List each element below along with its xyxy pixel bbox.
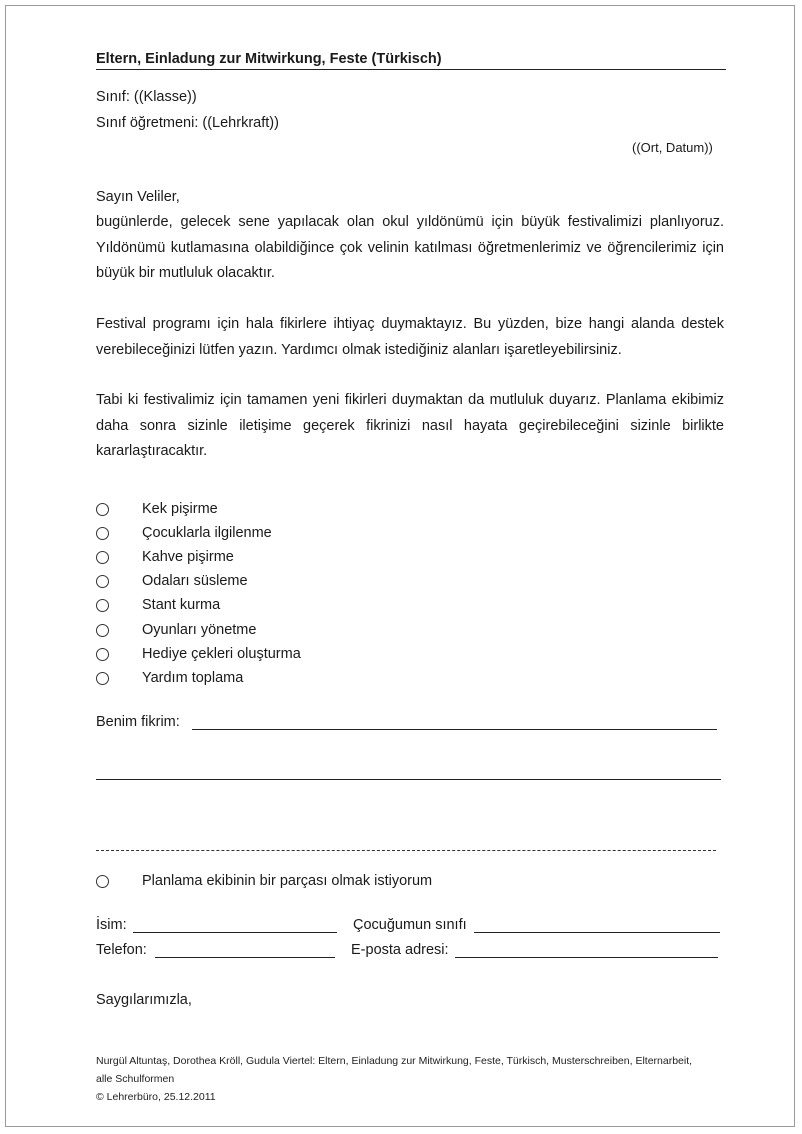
radio-button[interactable] — [96, 672, 109, 685]
radio-button[interactable] — [96, 527, 109, 540]
child-class-field[interactable] — [474, 932, 720, 933]
paragraph-3-line: kararlaştıracaktır. — [96, 443, 208, 459]
radio-button[interactable] — [96, 551, 109, 564]
paragraph-2 — [96, 312, 724, 363]
my-idea-field-line-2[interactable] — [96, 779, 721, 780]
option-label: Kek pişirme — [142, 501, 218, 517]
place-date: ((Ort, Datum)) — [632, 140, 713, 155]
paragraph-1-line: bugünlerde, gelecek sene yapılacak olan okul yıldönümü için büyük festivalimizi planlıyoruz. — [96, 214, 724, 230]
closing: Saygılarımızla, — [96, 992, 192, 1008]
option-label: Stant kurma — [142, 597, 221, 613]
paragraph-2-line: Festival programı için hala fikirlere ihtiyaç duymaktayız. Bu yüzden, bize hangi alanda destek — [96, 316, 724, 332]
cut-line — [96, 850, 716, 851]
footer-line: © Lehrerbüro, 25.12.2011 — [96, 1091, 216, 1103]
option-label: Oyunları yönetme — [142, 622, 257, 638]
paragraph-3 — [96, 388, 724, 465]
option-label: Çocuklarla ilgilenme — [142, 525, 272, 541]
footer-line: Nurgül Altuntaş, Dorothea Kröll, Gudula Viertel: Eltern, Einladung zur Mitwirkung, Feste, Türkisch, Musterschreiben, Elternarbeit, — [96, 1055, 693, 1067]
my-idea-field[interactable] — [192, 729, 717, 730]
radio-button[interactable] — [96, 575, 109, 588]
option-label: Hediye çekleri oluşturma — [142, 646, 301, 662]
paragraph-3-line: Tabi ki festivalimiz için tamamen yeni fikirleri duymaktan da mutluluk duyarız. Planlama ekibimiz — [96, 392, 724, 408]
paragraph-3-line: daha sonra sizinle iletişime geçerek fikrinizi nasıl hayata geçirebileceğini sizinle birlikte — [96, 417, 724, 434]
document-title: Eltern, Einladung zur Mitwirkung, Feste (Türkisch) — [96, 51, 442, 67]
radio-button[interactable] — [96, 503, 109, 516]
teacher-line: Sınıf öğretmeni: ((Lehrkraft)) — [96, 115, 279, 131]
paragraph-1-line: büyük bir mutluluk olacaktır. — [96, 265, 275, 281]
footer-line: alle Schulformen — [96, 1073, 175, 1085]
option-label: Kahve pişirme — [142, 549, 234, 565]
paragraph-2-line: verebileceğinizi lütfen yazın. Yardımcı olmak istediğiniz alanları işaretleyebilirsiniz. — [96, 341, 622, 358]
my-idea-label: Benim fikrim: — [96, 714, 180, 730]
phone-label: Telefon: — [96, 942, 147, 958]
phone-field[interactable] — [155, 957, 335, 958]
class-line: Sınıf: ((Klasse)) — [96, 89, 197, 105]
page-border — [5, 5, 795, 1127]
option-label: Planlama ekibinin bir parçası olmak istiyorum — [142, 873, 433, 889]
email-label: E-posta adresi: — [351, 942, 449, 958]
name-label: İsim: — [96, 917, 127, 933]
radio-button[interactable] — [96, 624, 109, 637]
child-class-label: Çocuğumun sınıfı — [353, 917, 467, 933]
radio-button[interactable] — [96, 648, 109, 661]
paragraph-1-line: Yıldönümü kutlamasına olabildiğince çok velinin katılması öğretmenlerimiz ve öğrencilerimiz için — [96, 239, 724, 256]
option-label: Yardım toplama — [142, 670, 244, 686]
email-field[interactable] — [455, 957, 718, 958]
name-field[interactable] — [133, 932, 337, 933]
title-underline — [96, 69, 726, 70]
paragraph-1 — [96, 210, 724, 287]
option-label: Odaları süsleme — [142, 573, 248, 589]
salutation: Sayın Veliler, — [96, 189, 180, 205]
radio-button[interactable] — [96, 599, 109, 612]
radio-button[interactable] — [96, 875, 109, 888]
